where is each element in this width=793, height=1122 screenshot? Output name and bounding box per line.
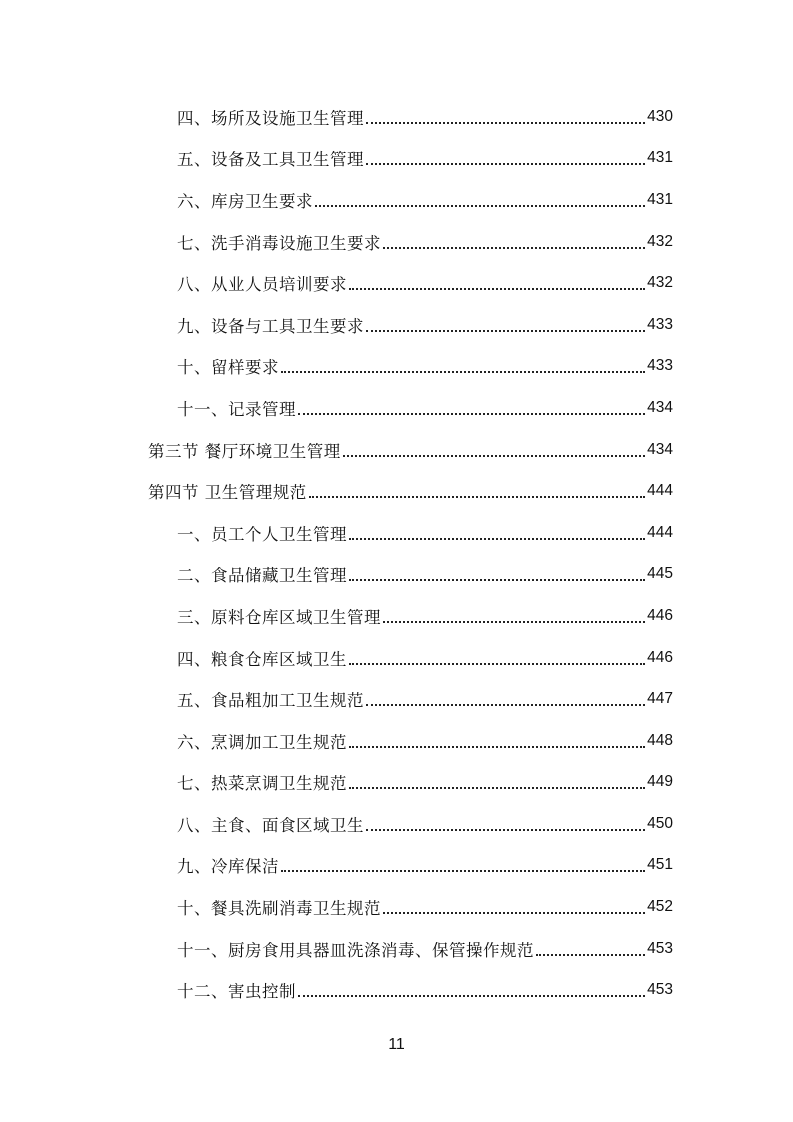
toc-entry-title: 十二、害虫控制: [177, 982, 296, 1002]
toc-leader-dots: [383, 912, 645, 914]
toc-entry-title: 二、食品储藏卫生管理: [177, 566, 347, 586]
toc-entry-title: 四、场所及设施卫生管理: [177, 108, 364, 128]
toc-entry[interactable]: [0, 886, 793, 928]
toc-entry-title: 九、设备与工具卫生要求: [177, 316, 364, 336]
toc-leader-dots: [366, 829, 645, 831]
toc-entry-title: 五、设备及工具卫生管理: [177, 150, 364, 170]
toc-entry[interactable]: [0, 179, 793, 221]
toc-entry[interactable]: [0, 512, 793, 554]
toc-entry-title: 十一、记录管理: [177, 399, 296, 419]
toc-entry-title: 三、原料仓库区域卫生管理: [177, 607, 381, 627]
toc-entry[interactable]: [0, 803, 793, 845]
toc-entry[interactable]: [0, 138, 793, 180]
toc-entry-title: 九、冷库保洁: [177, 857, 279, 877]
toc-leader-dots: [349, 787, 645, 789]
toc-entry-title: 五、食品粗加工卫生规范: [177, 691, 364, 711]
toc-entry[interactable]: [0, 969, 793, 1011]
toc-leader-dots: [343, 455, 645, 457]
toc-entry[interactable]: [0, 720, 793, 762]
toc-leader-dots: [281, 870, 645, 872]
toc-entry-title: 第四节 卫生管理规范: [148, 483, 307, 503]
toc-section-entry[interactable]: [0, 470, 793, 512]
toc-entry-page: 448: [647, 731, 673, 749]
toc-leader-dots: [383, 247, 645, 249]
toc-entry-title: 四、粮食仓库区域卫生: [177, 649, 347, 669]
toc-entry-page: 431: [647, 190, 673, 208]
toc-entry-page: 434: [647, 440, 673, 458]
footer-page-number: 11: [388, 1036, 405, 1053]
toc-leader-dots: [366, 330, 645, 332]
toc-entry-page: 444: [647, 523, 673, 541]
toc-entry-page: 432: [647, 274, 673, 292]
toc-leader-dots: [349, 663, 645, 665]
toc-leader-dots: [349, 579, 645, 581]
toc-entry-page: 451: [647, 856, 673, 874]
toc-entry[interactable]: [0, 554, 793, 596]
toc-entry-title: 第三节 餐厅环境卫生管理: [148, 441, 341, 461]
toc-entry-page: 431: [647, 149, 673, 167]
toc-entry-page: 450: [647, 814, 673, 832]
toc-entry-title: 十、餐具洗刷消毒卫生规范: [177, 899, 381, 919]
toc-leader-dots: [298, 413, 645, 415]
toc-entry[interactable]: [0, 221, 793, 263]
toc-leader-dots: [298, 995, 645, 997]
toc-leader-dots: [315, 205, 645, 207]
toc-entry[interactable]: [0, 845, 793, 887]
toc-leader-dots: [309, 496, 645, 498]
toc-entry-page: 444: [647, 482, 673, 500]
toc-entry-title: 六、烹调加工卫生规范: [177, 732, 347, 752]
toc-entry-page: 445: [647, 565, 673, 583]
toc-entry-page: 433: [647, 357, 673, 375]
toc-leader-dots: [281, 371, 645, 373]
toc-entry-page: 447: [647, 690, 673, 708]
toc-entry-page: 433: [647, 315, 673, 333]
toc-entry[interactable]: [0, 678, 793, 720]
toc-leader-dots: [349, 288, 645, 290]
toc-entry-page: 434: [647, 398, 673, 416]
toc-leader-dots: [366, 122, 645, 124]
toc-entry-title: 十一、厨房食用具器皿洗涤消毒、保管操作规范: [177, 940, 534, 960]
toc-leader-dots: [349, 746, 645, 748]
toc-entry-page: 453: [647, 981, 673, 999]
toc-entry[interactable]: [0, 595, 793, 637]
toc-entry-page: 446: [647, 648, 673, 666]
toc-leader-dots: [366, 704, 645, 706]
toc-entry-title: 六、库房卫生要求: [177, 191, 313, 211]
toc-entry-page: 446: [647, 606, 673, 624]
toc-section-entry[interactable]: [0, 429, 793, 471]
toc-entry-title: 七、洗手消毒设施卫生要求: [177, 233, 381, 253]
table-of-contents: [0, 96, 793, 1011]
toc-entry-title: 八、主食、面食区域卫生: [177, 815, 364, 835]
toc-entry[interactable]: [0, 928, 793, 970]
toc-entry[interactable]: [0, 346, 793, 388]
toc-entry-page: 449: [647, 773, 673, 791]
toc-entry[interactable]: [0, 304, 793, 346]
toc-entry[interactable]: [0, 637, 793, 679]
toc-entry-title: 七、热菜烹调卫生规范: [177, 774, 347, 794]
toc-leader-dots: [383, 621, 645, 623]
toc-entry[interactable]: [0, 96, 793, 138]
toc-entry-title: 八、从业人员培训要求: [177, 275, 347, 295]
toc-entry-page: 432: [647, 232, 673, 250]
toc-leader-dots: [349, 538, 645, 540]
toc-entry[interactable]: [0, 262, 793, 304]
toc-entry-page: 453: [647, 939, 673, 957]
toc-leader-dots: [536, 954, 645, 956]
toc-entry[interactable]: [0, 387, 793, 429]
toc-entry-page: 430: [647, 107, 673, 125]
toc-entry-title: 十、留样要求: [177, 358, 279, 378]
toc-entry-title: 一、员工个人卫生管理: [177, 524, 347, 544]
toc-entry[interactable]: [0, 762, 793, 804]
toc-entry-page: 452: [647, 898, 673, 916]
toc-leader-dots: [366, 163, 645, 165]
